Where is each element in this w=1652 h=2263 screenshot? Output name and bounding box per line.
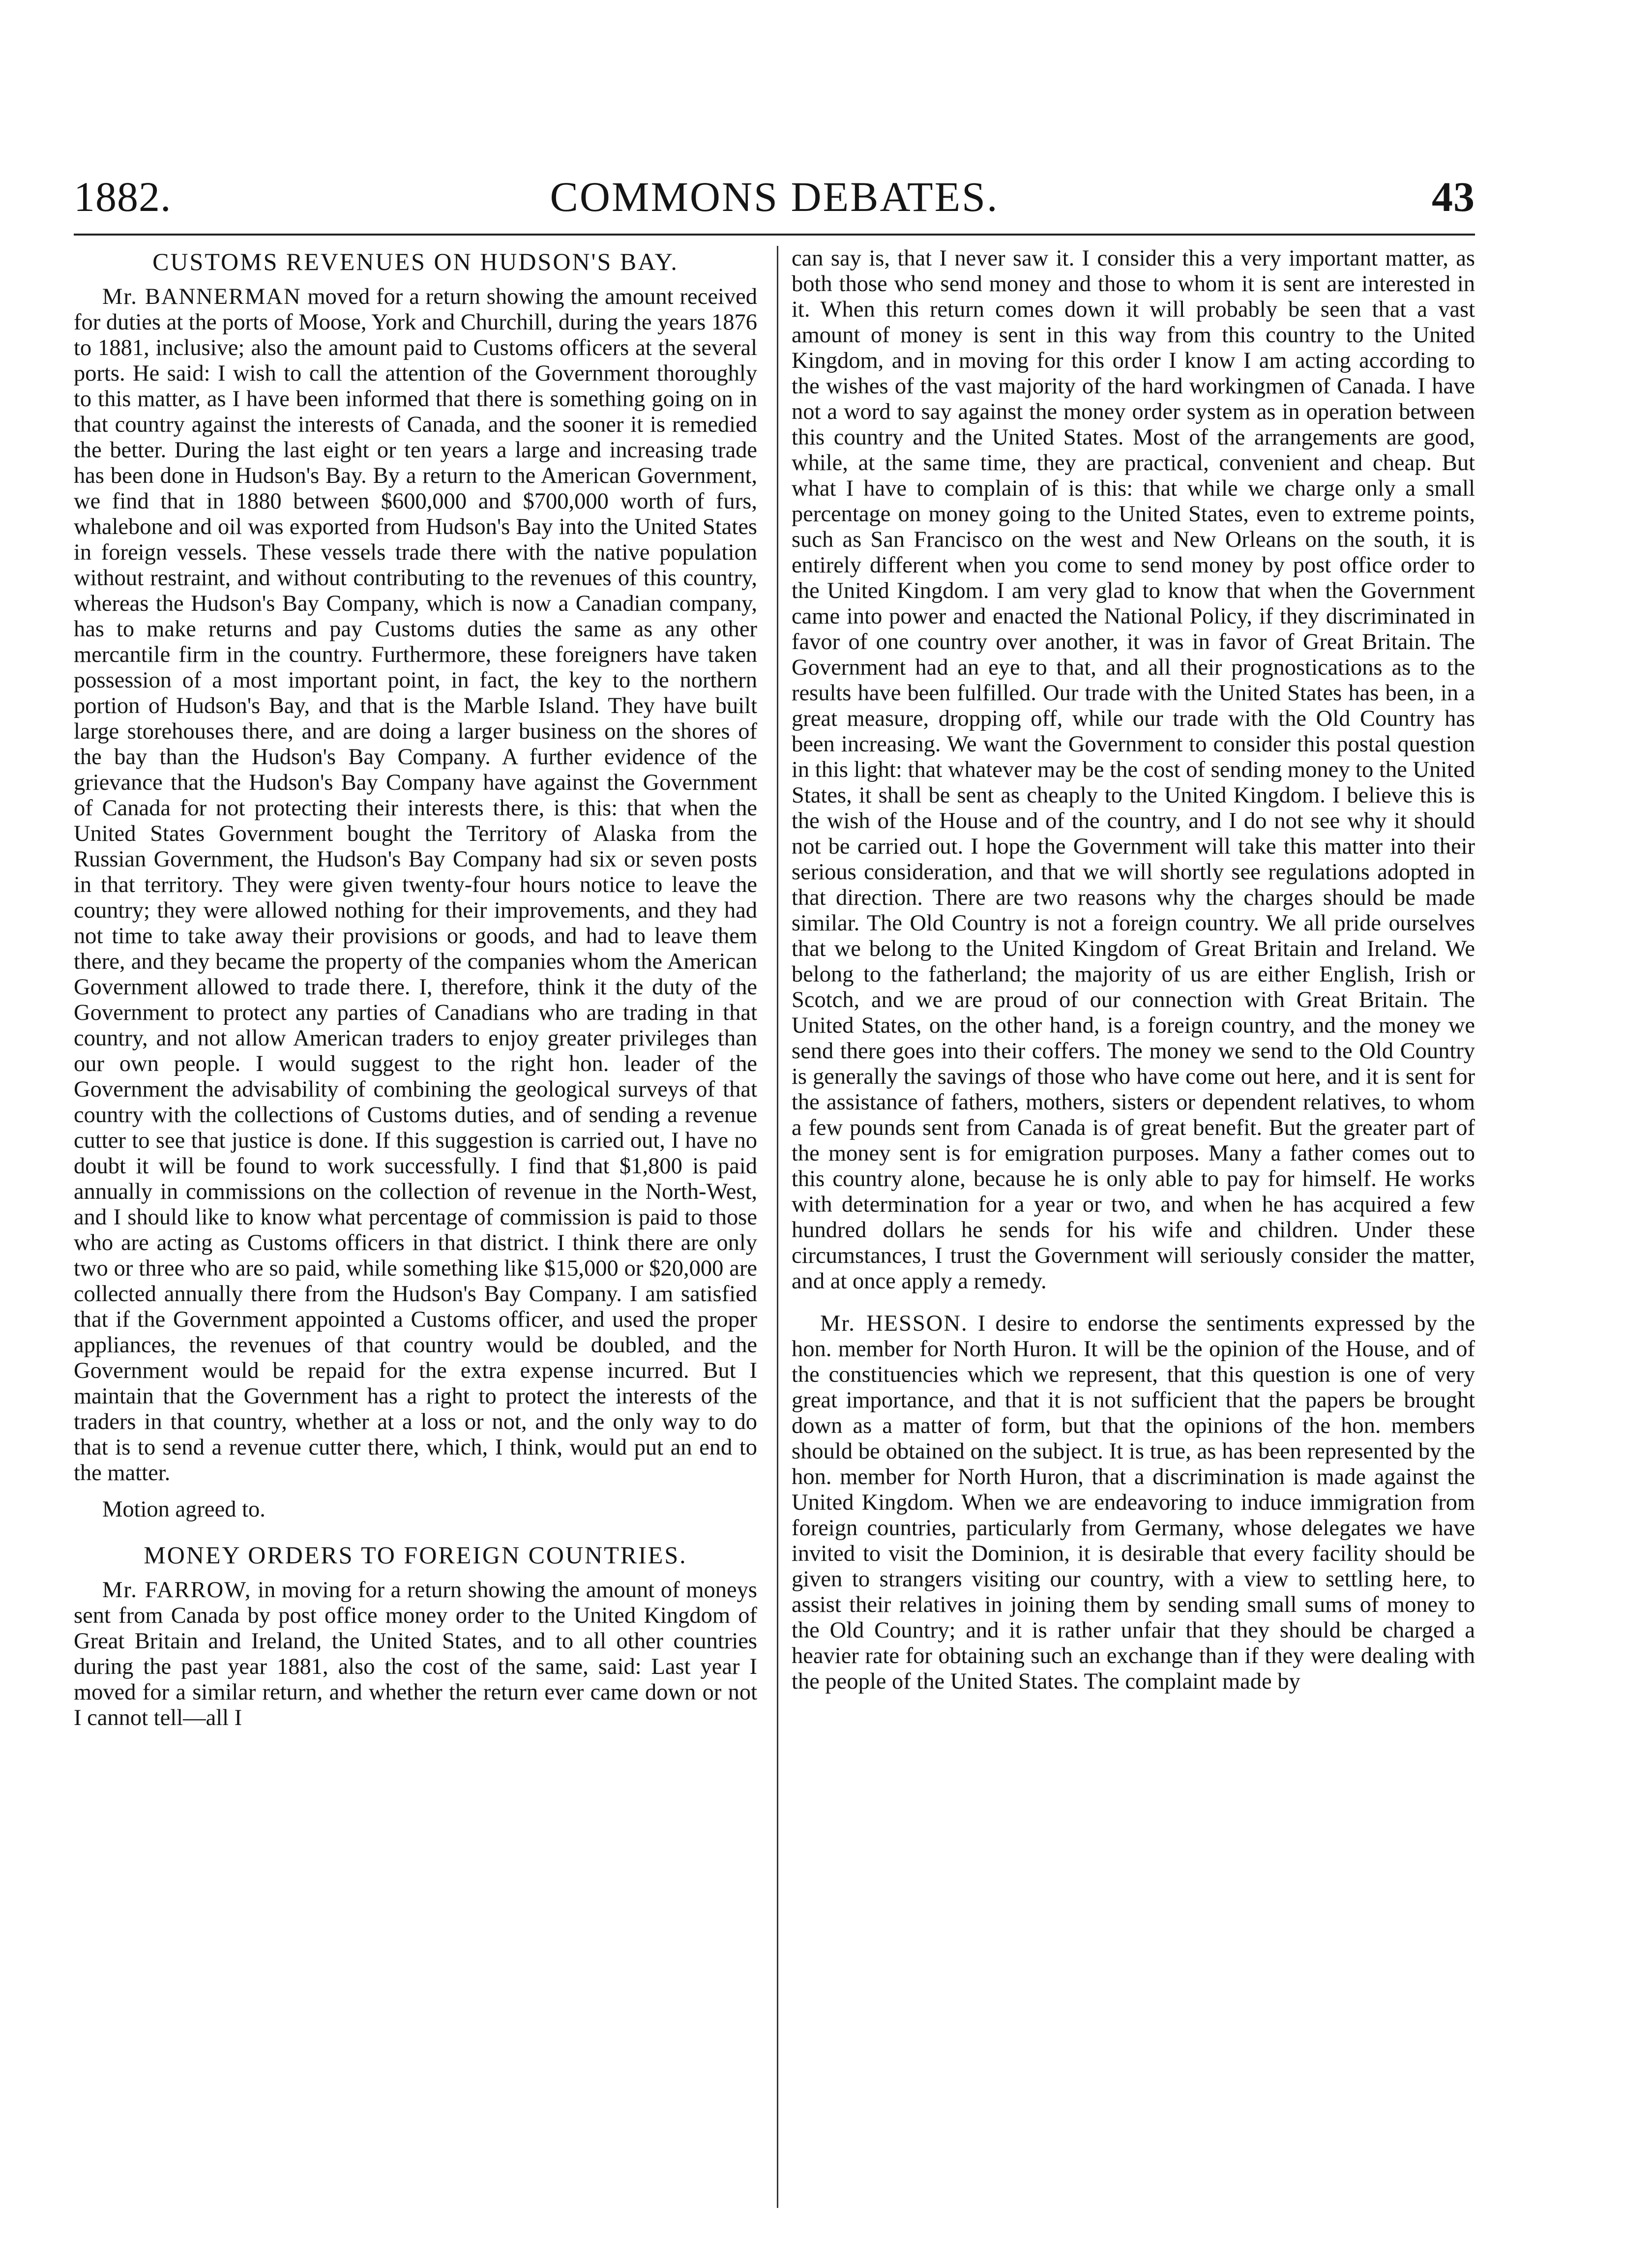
header-rule	[74, 234, 1475, 236]
bannerman-speech	[74, 284, 757, 1486]
farrow-speech	[74, 1578, 757, 1731]
page-header	[74, 170, 1475, 224]
left-column	[74, 246, 757, 2213]
speech-text: in moving for a return showing the amount of moneys sent from Canada by post office money order to the United Kingdom of Great Britain and Ireland, the United States, and to all other countries during the past year 1881, also the cost of the same, said: Last year I moved for a similar return, and whether the return ever came down or not I cannot tell—all I	[74, 1578, 757, 1730]
section-heading-money-orders: MONEY ORDERS TO FOREIGN COUNTRIES.	[144, 1541, 687, 1569]
motion-result: Motion agreed to.	[102, 1497, 266, 1522]
header-title: COMMONS DEBATES.	[550, 173, 999, 220]
header-year: 1882.	[74, 173, 172, 220]
column-divider	[777, 246, 778, 2208]
speaker-name: Mr. BANNERMAN	[102, 284, 301, 309]
section-heading-customs-revenues: CUSTOMS REVENUES ON HUDSON'S BAY.	[152, 248, 678, 275]
speaker-name: Mr. FARROW,	[102, 1578, 252, 1603]
speech-text: I desire to endorse the sentiments expressed by the hon. member for North Huron. It will be the opinion of the House, and of the constituencies which we represent, that this question is one of very great importance, and that it is not sufficient that the papers be brought down as a matter of form, but that the opinions of the hon. members should be obtained on the subject. It is true, as has been represented by the hon. member for North Huron, that a discrimination is made against the United Kingdom. When we are endeavoring to induce immigration from foreign countries, particularly from Germany, whose delegates we have invited to visit the Dominion, it is desirable that every facility should be given to strangers visiting our country, with a view to settling here, to assist their relatives in joining them by sending small sums of money to the Old Country; and it is rather unfair that they should be charged a heavier rate for obtaining such an exchange than if they were dealing with the people of the United States. The complaint made by	[792, 1311, 1475, 1694]
header-page-number: 43	[1432, 173, 1475, 220]
right-column	[792, 246, 1475, 2213]
hesson-speech	[792, 1311, 1475, 1695]
speech-text: moved for a return showing the amount received for duties at the ports of Moose, York and Churchill, during the years 1876 to 1881, inclusive; also the amount paid to Customs officers at the several ports. He said: I wish to call the attention of the Government thoroughly to this matter, as I have been informed that there is something going on in that country against the interests of Canada, and the sooner it is remedied the better. During the last eight or ten years a large and increasing trade has been done in Hudson's Bay. By a return to the American Government, we find that in 1880 between $600,000 and $700,000 worth of furs, whalebone and oil was exported from Hudson's Bay into the United States in foreign vessels. These vessels trade there with the native population without restraint, and without contributing to the revenues of this country, whereas the Hudson's Bay Company, which is now a Canadian company, has to make returns and pay Customs duties the same as any other mercantile firm in the country. Furthermore, these foreigners have taken possession of a most important point, in fact, the key to the northern portion of Hudson's Bay, and that is the Marble Island. They have built large storehouses there, and are doing a larger business on the shores of the bay than the Hudson's Bay Company. A further evidence of the grievance that the Hudson's Bay Company have against the Government of Canada for not protecting their interests there, is this: that when the United States Government bought the Territory of Alaska from the Russian Government, the Hudson's Bay Company had six or seven posts in that territory. They were given twenty-four hours notice to leave the country; they were allowed nothing for their improvements, and they had not time to take away their provisions or goods, and had to leave them there, and they became the property of the companies whom the American Government allowed to trade there. I, therefore, think it the duty of the Government to protect any parties of Canadians who are trading in that country, and not allow American traders to enjoy greater privileges than our own people. I would suggest to the right hon. leader of the Government the advisability of combining the geological surveys of that country with the collections of Customs duties, and of sending a revenue cutter to see that justice is done. If this suggestion is carried out, I have no doubt it will be found to work successfully. I find that $1,800 is paid annually in commissions on the collection of revenue in the North-West, and I should like to know what percentage of commission is paid to those who are acting as Customs officers in that district. I think there are only two or three who are so paid, while something like $15,000 or $20,000 are collected annually there from the Hudson's Bay Company. I am satisfied that if the Government appointed a Customs officer, and used the proper appliances, the revenues of that country would be doubled, and the Government would be repaid for the extra expense incurred. But I maintain that the Government has a right to protect the interests of the traders in that country, whether at a loss or not, and the only way to do that is to send a revenue cutter there, which, I think, would put an end to the matter.	[74, 284, 757, 1486]
farrow-speech-continued: can say is, that I never saw it. I consider this a very important matter, as both those who send money and those to whom it is sent are interested in it. When this return comes down it will probably be seen that a vast amount of money is sent in this way from this country to the United Kingdom, and in moving for this order I know I am acting according to the wishes of the vast majority of the hard workingmen of Canada. I have not a word to say against the money order system as in operation between this country and the United States. Most of the arrangements are good, while, at the same time, they are practical, convenient and cheap. But what I have to complain of is this: that while we charge only a small percentage on money going to the United States, even to extreme points, such as San Francisco on the west and New Orleans on the south, it is entirely different when you come to send money by post office order to the United Kingdom. I am very glad to know that when the Government came into power and enacted the National Policy, if they discriminated in favor of one country over another, it was in favor of Great Britain. The Government had an eye to that, and all their prognostications as to the results have been fulfilled. Our trade with the United States has been, in a great measure, dropping off, while our trade with the Old Country has been increasing. We want the Government to consider this postal question in this light: that whatever may be the cost of sending money to the United States, it shall be sent as cheaply to the United Kingdom. I believe this is the wish of the House and of the country, and I do not see why it should not be carried out. I hope the Government will take this matter into their serious consideration, and that we will shortly see regulations adopted in that direction. There are two reasons why the charges should be made similar. The Old Country is not a foreign country. We all pride ourselves that we belong to the United Kingdom of Great Britain and Ireland. We belong to the fatherland; the majority of us are either English, Irish or Scotch, and we are proud of our connection with Great Britain. The United States, on the other hand, is a foreign country, and the money we send there goes into their coffers. The money we send to the Old Country is generally the savings of those who have come out here, and it is sent for the assistance of fathers, mothers, sisters or dependent relatives, to whom a few pounds sent from Canada is of great benefit. But the greater part of the money sent is for emigration purposes. Many a father comes out to this country alone, because he is only able to pay for himself. He works with determination for a year or two, and when he has acquired a few hundred dollars he sends for his wife and children. Under these circumstances, I trust the Government will seriously consider the matter, and at once apply a remedy.	[792, 246, 1475, 1294]
speaker-name: Mr. HESSON.	[820, 1311, 968, 1336]
